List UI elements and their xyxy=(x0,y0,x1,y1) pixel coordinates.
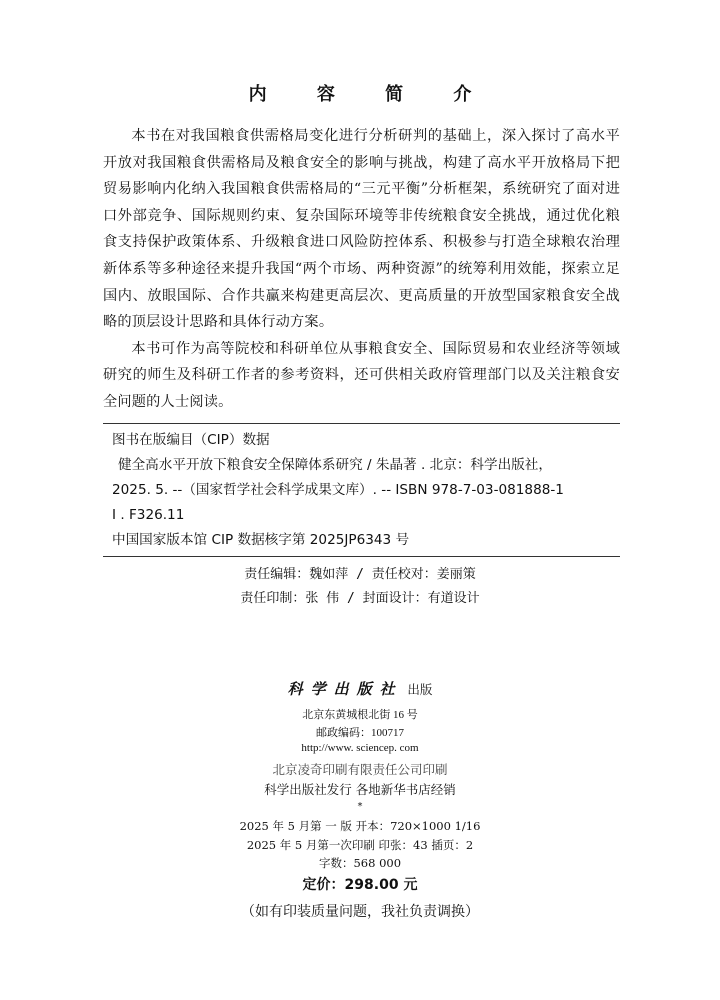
abstract-paragraph-1: 本书在对我国粮食供需格局变化进行分析研判的基础上，深入探讨了高水平开放对我国粮食供需格局及粮食安全的影响与挑战，构建了高水平开放格局下把贸易影响内化纳入我国粮食供需格局的“三元平衡”分析框架，系统研究了面对进口外部竞争、国际规则约束、复杂国际环境等非传统粮食安全挑战，通过优化粮食支持保护政策体系、升级粮食进口风险防控体系、积极参与打造全球粮农治理新体系等多种途径来提升我国“两个市场、两种资源”的统筹利用效能，探索立足国内、放眼国际、合作共赢来构建更高层次、更高质量的开放型国家粮食安全战略的顶层设计思路和具体行动方案。 xyxy=(103,128,620,331)
cip-block xyxy=(112,428,612,553)
editors-line-1: 责任编辑：魏如萍 / 责任校对：姜丽策 xyxy=(244,567,476,582)
price xyxy=(0,874,720,894)
abstract xyxy=(103,123,620,416)
publisher-suffix: 出版 xyxy=(407,682,433,697)
edition-line: 2025 年 5 月第 一 版 开本：720×1000 1/16 xyxy=(239,819,481,833)
editors-block xyxy=(0,563,720,611)
separator-star: * xyxy=(357,801,363,812)
quality-notice: （如有印装质量问题，我社负责调换） xyxy=(241,904,479,920)
publisher-website: http://www. sciencep. com xyxy=(301,742,419,754)
word-count: 字数：568 000 xyxy=(318,856,402,870)
cip-line-2: 2025. 5. --（国家哲学社会科学成果文库）. -- ISBN 978-7-03-081888-1 xyxy=(112,482,564,498)
cip-line-3: Ⅰ . F326.11 xyxy=(112,507,185,523)
printing-line: 2025 年 5 月第一次印刷 印张：43 插页：2 xyxy=(246,838,474,852)
price-value: 298.00 元 xyxy=(344,877,418,893)
cip-heading: 图书在版编目（CIP）数据 xyxy=(112,432,270,448)
cip-line-4: 中国国家版本馆 CIP 数据核字第 2025JP6343 号 xyxy=(112,532,410,548)
editors-line-2: 责任印制：张 伟 / 封面设计：有道设计 xyxy=(240,591,480,606)
publisher-address: 北京东黄城根北街 16 号 xyxy=(302,709,418,721)
cip-bottom-rule xyxy=(103,556,620,557)
publisher-logo-text: 科学出版社 xyxy=(287,680,403,698)
publisher-name xyxy=(0,678,720,699)
price-label: 定价： xyxy=(302,877,345,893)
printer-line: 北京凌奇印刷有限责任公司印刷 xyxy=(272,762,448,777)
cip-top-rule xyxy=(103,423,620,424)
distribution-line: 科学出版社发行 各地新华书店经销 xyxy=(264,782,456,797)
cip-line-1: 健全高水平开放下粮食安全保障体系研究 / 朱晶著 . 北京：科学出版社， xyxy=(118,457,552,473)
abstract-paragraph-2: 本书可作为高等院校和科研单位从事粮食安全、国际贸易和农业经济等领域研究的师生及科研工作者的参考资料，还可供相关政府管理部门以及关注粮食安全问题的人士阅读。 xyxy=(103,340,620,410)
page-title: 内 容 简 介 xyxy=(248,84,494,105)
publisher-postcode: 邮政编码：100717 xyxy=(316,727,404,739)
